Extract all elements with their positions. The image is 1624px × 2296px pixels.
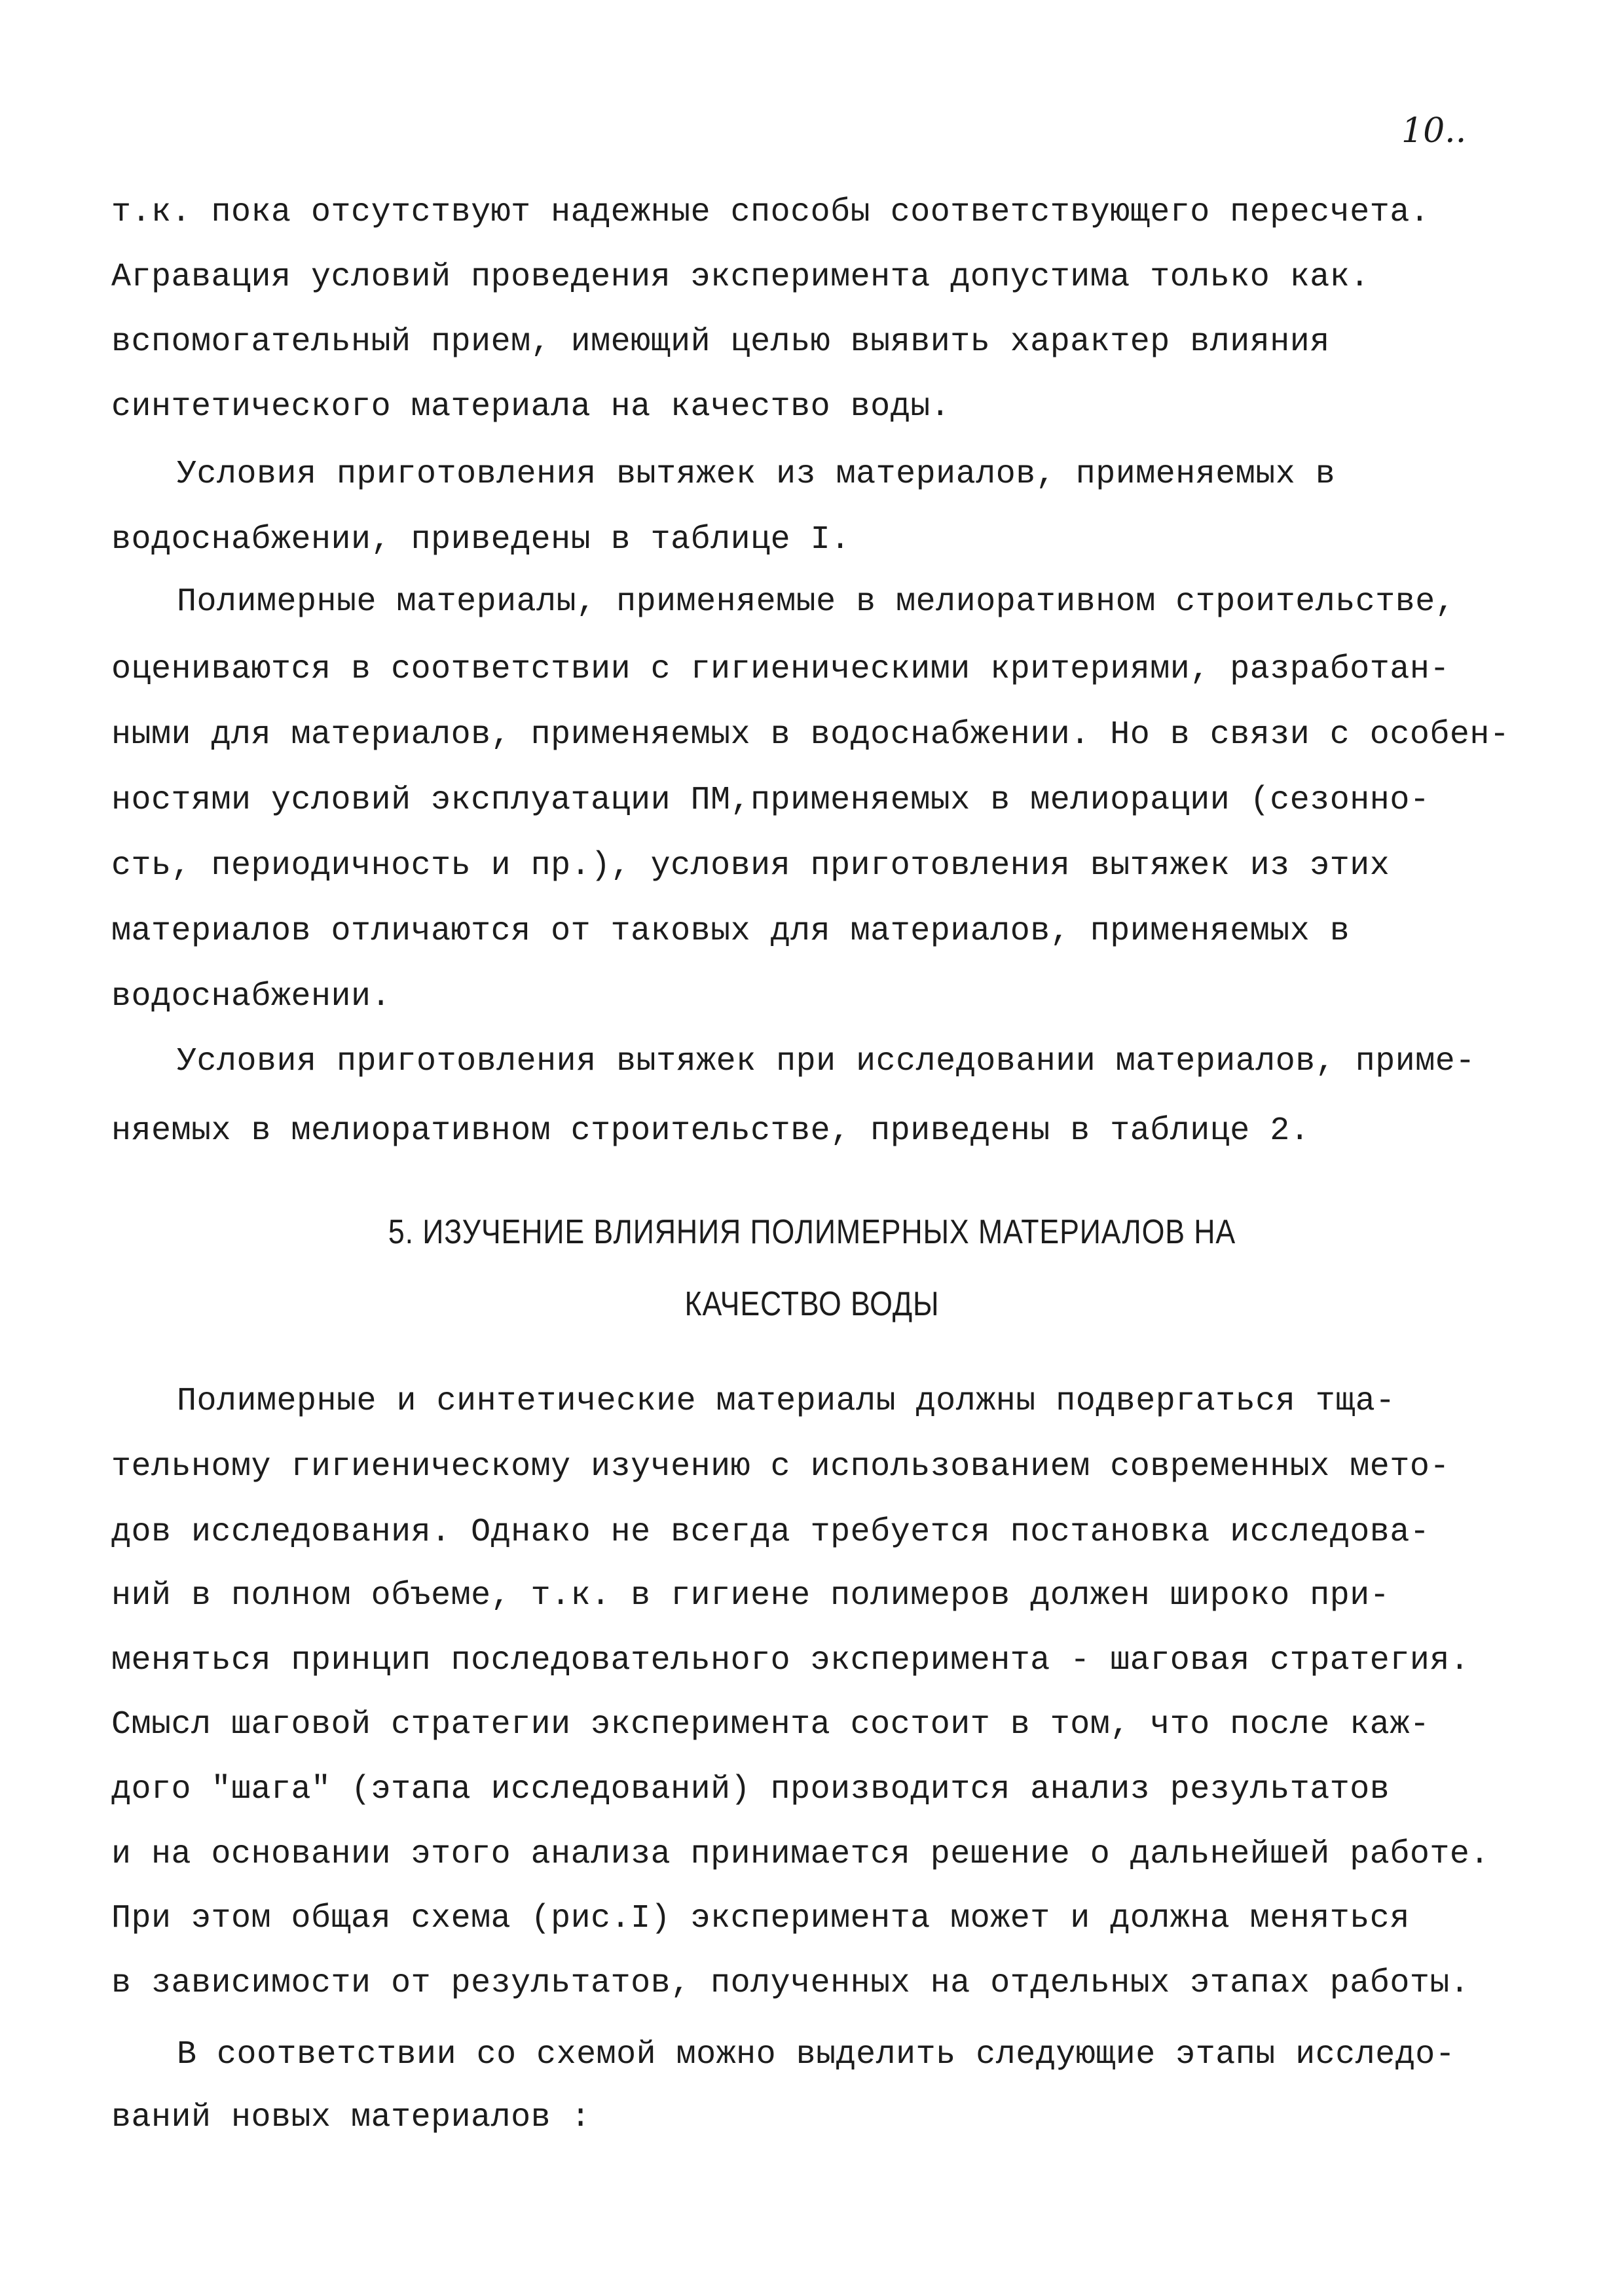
text-line: При этом общая схема (рис.I) эксперимента может и должна меняться [111,1900,1410,1937]
text-line: Условия приготовления вытяжек при исследовании материалов, приме- [177,1043,1475,1080]
text-line: ний в полном объеме, т.к. в гигиене полимеров должен широко при- [111,1577,1390,1614]
text-line: няемых в мелиоративном строительстве, приведены в таблице 2. [111,1112,1310,1150]
text-line: синтетического материала на качество воды. [111,388,951,426]
text-line: ными для материалов, применяемых в водоснабжении. Но в связи с особен- [111,716,1510,754]
section-heading: 5. ИЗУЧЕНИЕ ВЛИЯНИЯ ПОЛИМЕРНЫХ МАТЕРИАЛОВ НА [388,1213,1236,1251]
text-line: меняться принцип последовательного эксперимента - шаговая стратегия. [111,1642,1470,1679]
text-line: Агравация условий проведения эксперимента допустима только как. [111,259,1370,296]
text-line: Полимерные и синтетические материалы должны подвергаться тща- [177,1383,1395,1420]
text-line: т.к. пока отсутствуют надежные способы соответствующего пересчета. [111,194,1430,231]
text-line: водоснабжении. [111,978,392,1015]
text-line: Условия приготовления вытяжек из материалов, применяемых в [177,456,1336,493]
text-line: водоснабжении, приведены в таблице I. [111,521,851,558]
text-line: Смысл шаговой стратегии эксперимента состоит в том, что после каж- [111,1706,1430,1743]
text-line: ваний новых материалов : [111,2099,591,2136]
text-line: и на основании этого анализа принимается решение о дальнейшей работе. [111,1836,1490,1873]
text-line: дов исследования. Однако не всегда требуется постановка исследова- [111,1514,1430,1551]
section-heading-continued: КАЧЕСТВО ВОДЫ [684,1285,940,1323]
text-line: сть, периодичность и пр.), условия приготовления вытяжек из этих [111,847,1390,884]
page-number: 10.. [1401,111,1467,151]
text-line: тельному гигиеническому изучению с использованием современных мето- [111,1448,1450,1485]
text-line: дого "шага" (этапа исследований) производится анализ результатов [111,1771,1390,1808]
text-line: оцениваются в соответствии с гигиеническими критериями, разработан- [111,651,1450,688]
text-line: ностями условий эксплуатации ПМ,применяемых в мелиорации (сезонно- [111,782,1430,819]
text-line: В соответствии со схемой можно выделить следующие этапы исследо- [177,2036,1456,2073]
text-line: материалов отличаются от таковых для материалов, применяемых в [111,913,1350,950]
text-line: Полимерные материалы, применяемые в мелиоративном строительстве, [177,583,1456,621]
text-line: вспомогательный прием, имеющий целью выявить характер влияния [111,323,1330,361]
text-line: в зависимости от результатов, полученных на отдельных этапах работы. [111,1965,1470,2002]
